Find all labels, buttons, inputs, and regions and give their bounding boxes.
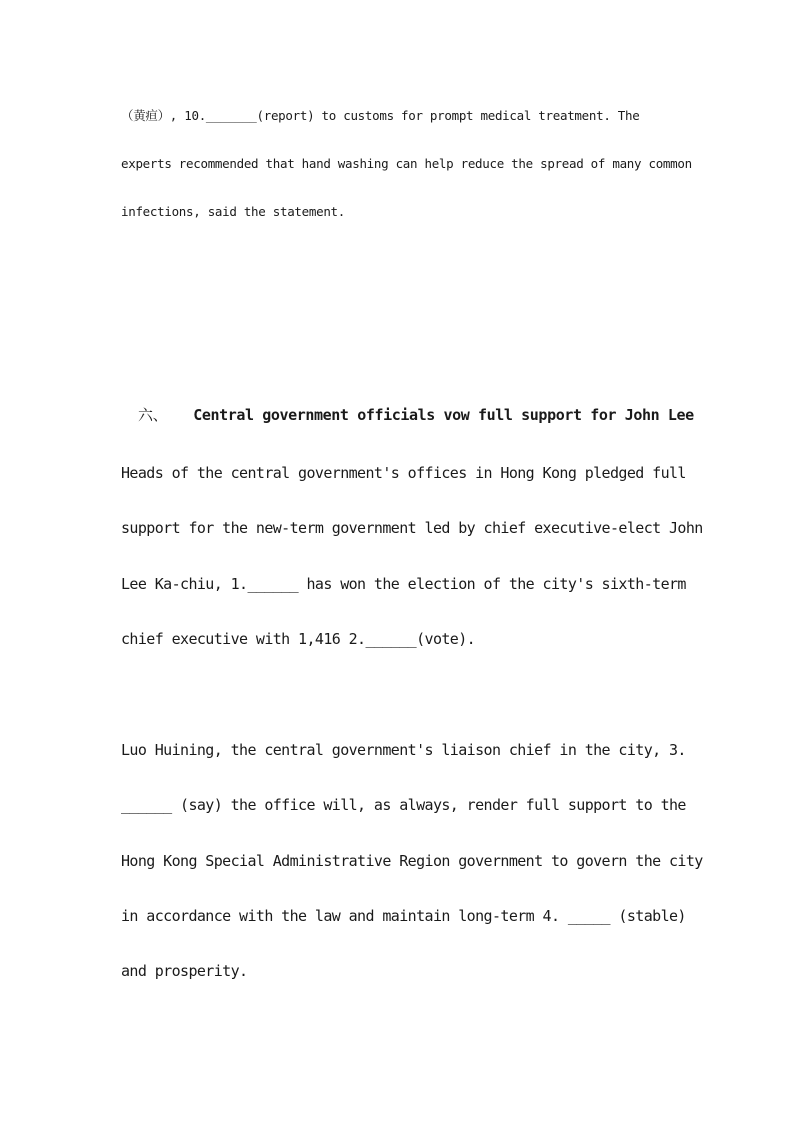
text-line: Luo Huining, the central government's liaison chief in the city, 3. [121, 741, 686, 759]
paragraph-2 [121, 723, 703, 999]
text-line: in accordance with the law and maintain long-term 4. _____ (stable) [121, 906, 686, 925]
text-line: （黄疸）, 10._______(report) to customs for prompt medical treatment. The [121, 108, 640, 123]
section-title: Central government officials vow full support for John Lee [193, 406, 694, 424]
text-line: Hong Kong Special Administrative Region government to govern the city [121, 851, 703, 870]
paragraph-1 [121, 446, 703, 667]
text-line: chief executive with 1,416 2.______(vote). [121, 629, 476, 648]
text-line: Heads of the central government's offices in Hong Kong pledged full [121, 464, 686, 482]
text-line: support for the new-term government led by chief executive-elect John [121, 519, 703, 538]
text-line: ______ (say) the office will, as always, render full support to the [121, 796, 686, 815]
text-line: and prosperity. [121, 962, 248, 981]
continued-passage [121, 92, 691, 236]
section-heading [138, 404, 694, 425]
text-line: infections, said the statement. [121, 204, 345, 219]
text-line: Lee Ka-chiu, 1.______ has won the election of the city's sixth-term [121, 574, 686, 593]
text-line: experts recommended that hand washing can help reduce the spread of many common [121, 156, 692, 171]
section-number: 六、 [138, 406, 168, 424]
